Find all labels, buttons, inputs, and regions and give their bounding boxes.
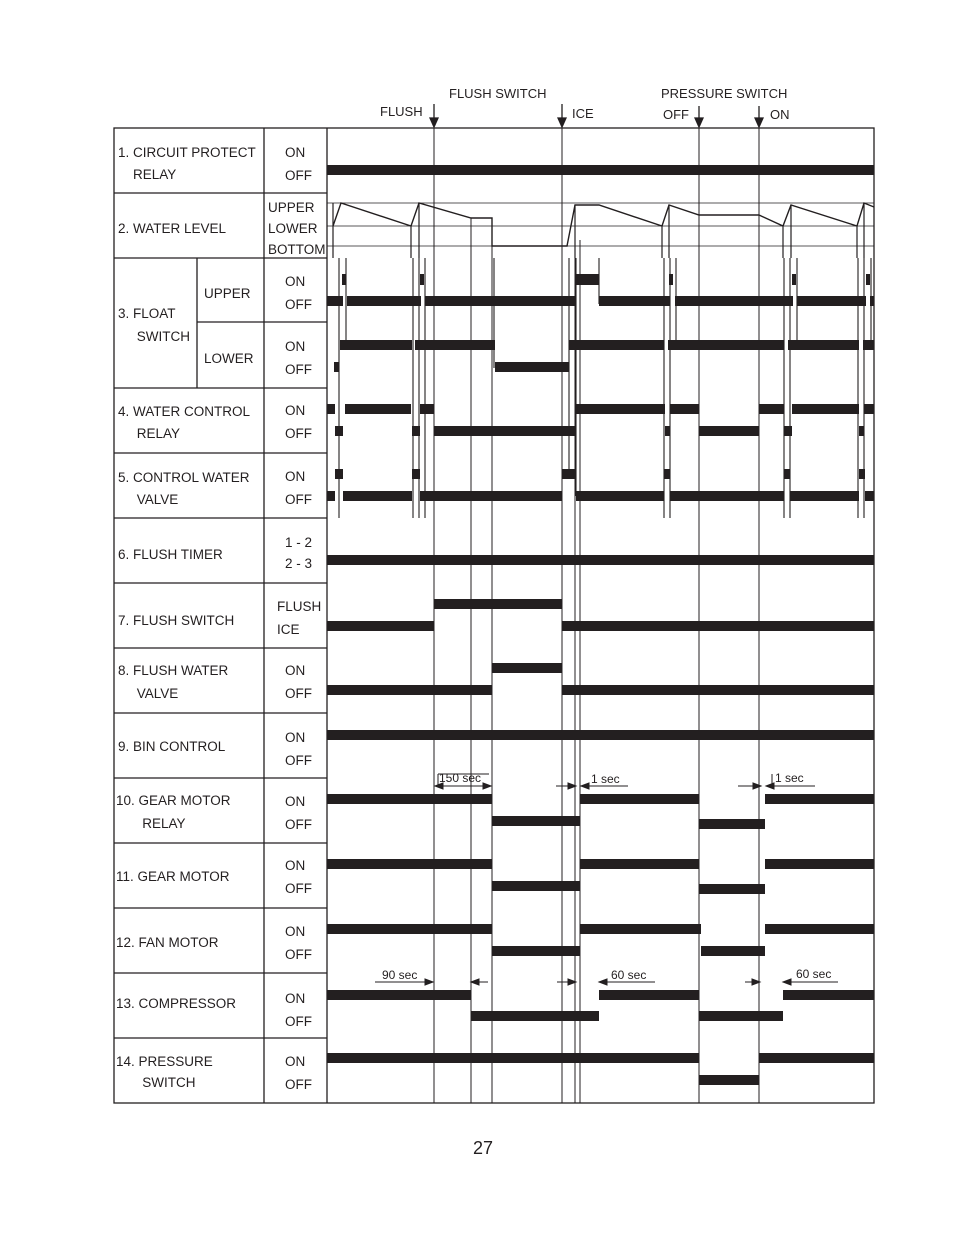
state-upper: UPPER: [268, 200, 315, 215]
state-on: ON: [285, 339, 306, 354]
row-label-flush-timer: 6. FLUSH TIMER: [118, 547, 223, 562]
row-label-flush-switch: 7. FLUSH SWITCH: [118, 613, 235, 628]
state-off: OFF: [285, 947, 312, 962]
row-label-compressor: 13. COMPRESSOR: [116, 996, 237, 1011]
event-label-on: ON: [770, 107, 790, 122]
state-off: OFF: [285, 686, 312, 701]
event-label-ice: ICE: [572, 106, 594, 121]
water-level-waveform: [333, 203, 874, 246]
state-off: OFF: [285, 753, 312, 768]
event-label-flush: FLUSH: [380, 104, 423, 119]
state-on: ON: [285, 794, 306, 809]
water-level-reference-lines: [327, 203, 874, 246]
timing-arrows: [375, 774, 838, 985]
state-on: ON: [285, 991, 306, 1006]
row-label-bin-control: 9. BIN CONTROL: [118, 739, 226, 754]
state-on: ON: [285, 663, 306, 678]
event-label-flush-switch: FLUSH SWITCH: [449, 86, 547, 101]
row-label-control-water-valve-1: 5. CONTROL WATER: [118, 470, 250, 485]
state-off: OFF: [285, 881, 312, 896]
timing-label-150-sec: 150 sec: [439, 771, 482, 785]
state-1-2: 1 - 2: [285, 535, 313, 550]
water-level-steps: [333, 203, 864, 258]
state-off: OFF: [285, 492, 312, 507]
row-label-control-water-valve-2: VALVE: [118, 492, 179, 507]
state-bottom: BOTTOM: [268, 242, 326, 257]
state-on: ON: [285, 403, 306, 418]
state-off: OFF: [285, 362, 312, 377]
state-ice: ICE: [277, 622, 300, 637]
row-label-gear-motor-relay-1: 10. GEAR MOTOR: [116, 793, 231, 808]
row-label-float-upper: UPPER: [204, 286, 251, 301]
row-label-water-control-relay-2: RELAY: [118, 426, 181, 441]
state-bars: [327, 165, 874, 1085]
timing-label-60-sec: 60 sec: [796, 967, 832, 981]
state-flush: FLUSH: [277, 599, 322, 614]
page-number: 27: [472, 1138, 494, 1158]
row-label-float-lower: LOWER: [204, 351, 254, 366]
event-label-off: OFF: [663, 107, 689, 122]
row-labels: [116, 145, 256, 1090]
row-label-float-switch-2: SWITCH: [118, 329, 190, 344]
row-label-water-level: 2. WATER LEVEL: [118, 221, 227, 236]
row-label-pressure-switch-2: SWITCH: [116, 1075, 196, 1090]
state-off: OFF: [285, 817, 312, 832]
state-on: ON: [285, 858, 306, 873]
state-on: ON: [285, 1054, 306, 1069]
state-labels: [268, 145, 326, 1092]
state-on: ON: [285, 274, 306, 289]
state-on: ON: [285, 730, 306, 745]
state-lower: LOWER: [268, 221, 318, 236]
state-on: ON: [285, 924, 306, 939]
row-label-flush-water-valve-2: VALVE: [118, 686, 179, 701]
row-label-gear-motor-relay-2: RELAY: [116, 816, 186, 831]
state-off: OFF: [285, 426, 312, 441]
timing-label-90-sec: 90 sec: [382, 968, 418, 982]
row-label-fan-motor: 12. FAN MOTOR: [116, 935, 219, 950]
row-label-pressure-switch-1: 14. PRESSURE: [116, 1054, 213, 1069]
state-off: OFF: [285, 297, 312, 312]
state-on: ON: [285, 469, 306, 484]
row-label-float-switch-1: 3. FLOAT: [118, 306, 176, 321]
state-off: OFF: [285, 1014, 312, 1029]
state-2-3: 2 - 3: [285, 556, 313, 571]
row-label-flush-water-valve-1: 8. FLUSH WATER: [118, 663, 229, 678]
event-arrows: [430, 104, 763, 127]
state-off: OFF: [285, 168, 312, 183]
state-off: OFF: [285, 1077, 312, 1092]
state-on: ON: [285, 145, 306, 160]
event-label-pressure-switch: PRESSURE SWITCH: [661, 86, 788, 101]
row-label-water-control-relay-1: 4. WATER CONTROL: [118, 404, 251, 419]
timing-label-1-sec: 1 sec: [591, 772, 620, 786]
row-label-gear-motor: 11. GEAR MOTOR: [116, 869, 230, 884]
row-label-circuit-protect-relay-2: RELAY: [118, 167, 177, 182]
timing-label-60-sec: 60 sec: [611, 968, 647, 982]
timing-label-1-sec: 1 sec: [775, 771, 804, 785]
row-label-circuit-protect-relay-1: 1. CIRCUIT PROTECT: [118, 145, 256, 160]
